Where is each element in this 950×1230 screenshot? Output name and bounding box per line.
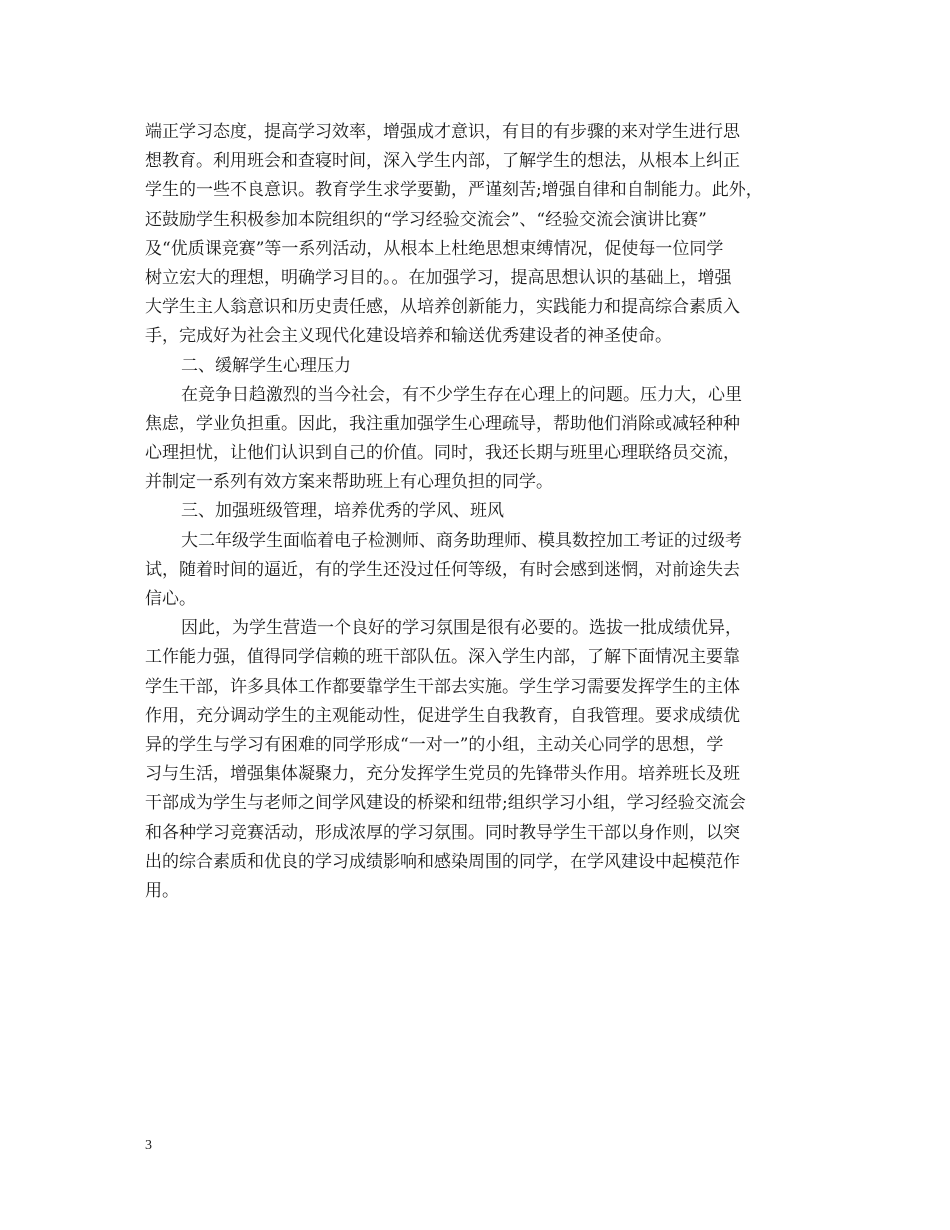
text-line: 学生的一些不良意识。教育学生求学要勤，严谨刻苦;增强自律和自制能力。此外， bbox=[145, 180, 763, 201]
text-line: 用。 bbox=[145, 880, 179, 901]
text-line: 还鼓励学生积极参加本院组织的“学习经验交流会”、“经验交流会演讲比赛” bbox=[145, 209, 707, 230]
text-line: 因此，为学生营造一个良好的学习氛围是很有必要的。选拔一批成绩优异， bbox=[181, 618, 742, 639]
text-line: 并制定一系列有效方案来帮助班上有心理负担的同学。 bbox=[145, 472, 553, 493]
text-line: 异的学生与学习有困难的同学形成“一对一”的小组，主动关心同学的思想，学 bbox=[145, 734, 724, 755]
document-body bbox=[145, 118, 825, 906]
text-line: 作用，充分调动学生的主观能动性，促进学生自我教育，自我管理。要求成绩优 bbox=[145, 705, 740, 726]
text-line: 树立宏大的理想，明确学习目的。。在加强学习，提高思想认识的基础上，增强 bbox=[145, 267, 732, 288]
text-line: 大学生主人翁意识和历史责任感，从培养创新能力，实践能力和提高综合素质入 bbox=[145, 297, 740, 318]
text-line: 三、加强班级管理，培养优秀的学风、班风 bbox=[181, 501, 504, 522]
text-line: 想教育。利用班会和查寝时间，深入学生内部，了解学生的想法，从根本上纠正 bbox=[145, 151, 740, 172]
text-line: 信心。 bbox=[145, 589, 196, 609]
text-line: 及“优质课竞赛”等一系列活动，从根本上杜绝思想束缚情况，促使每一位同学 bbox=[145, 238, 724, 259]
text-line: 心理担忧，让他们认识到自己的价值。同时，我还长期与班里心理联络员交流， bbox=[145, 443, 740, 464]
text-line: 习与生活，增强集体凝聚力，充分发挥学生党员的先锋带头作用。培养班长及班 bbox=[145, 764, 740, 785]
text-line: 学生干部，许多具体工作都要靠学生干部去实施。学生学习需要发挥学生的主体 bbox=[145, 676, 740, 697]
text-line: 出的综合素质和优良的学习成绩影响和感染周围的同学，在学风建设中起模范作 bbox=[145, 851, 740, 872]
text-line: 大二年级学生面临着电子检测师、商务助理师、模具数控加工考证的过级考 bbox=[181, 530, 742, 551]
text-line: 手，完成好为社会主义现代化建设培养和输送优秀建设者的神圣使命。 bbox=[145, 326, 672, 347]
text-line: 二、缓解学生心理压力 bbox=[181, 355, 351, 376]
text-line: 工作能力强，值得同学信赖的班干部队伍。深入学生内部，了解下面情况主要靠 bbox=[145, 647, 740, 668]
text-line: 在竞争日趋激烈的当今社会，有不少学生存在心理上的问题。压力大，心里 bbox=[181, 384, 742, 405]
text-line: 试，随着时间的逼近，有的学生还没过任何等级，有时会感到迷惘，对前途失去 bbox=[145, 559, 740, 580]
text-line: 和各种学习竞赛活动，形成浓厚的学习氛围。同时教导学生干部以身作则，以突 bbox=[145, 822, 740, 843]
page-number: 3 bbox=[145, 1138, 152, 1153]
text-line: 焦虑，学业负担重。因此，我注重加强学生心理疏导，帮助他们消除或减轻种种 bbox=[145, 413, 740, 434]
text-line: 端正学习态度，提高学习效率，增强成才意识，有目的有步骤的来对学生进行思 bbox=[145, 122, 740, 142]
text-line: 干部成为学生与老师之间学风建设的桥梁和纽带;组织学习小组，学习经验交流会 bbox=[145, 793, 746, 814]
